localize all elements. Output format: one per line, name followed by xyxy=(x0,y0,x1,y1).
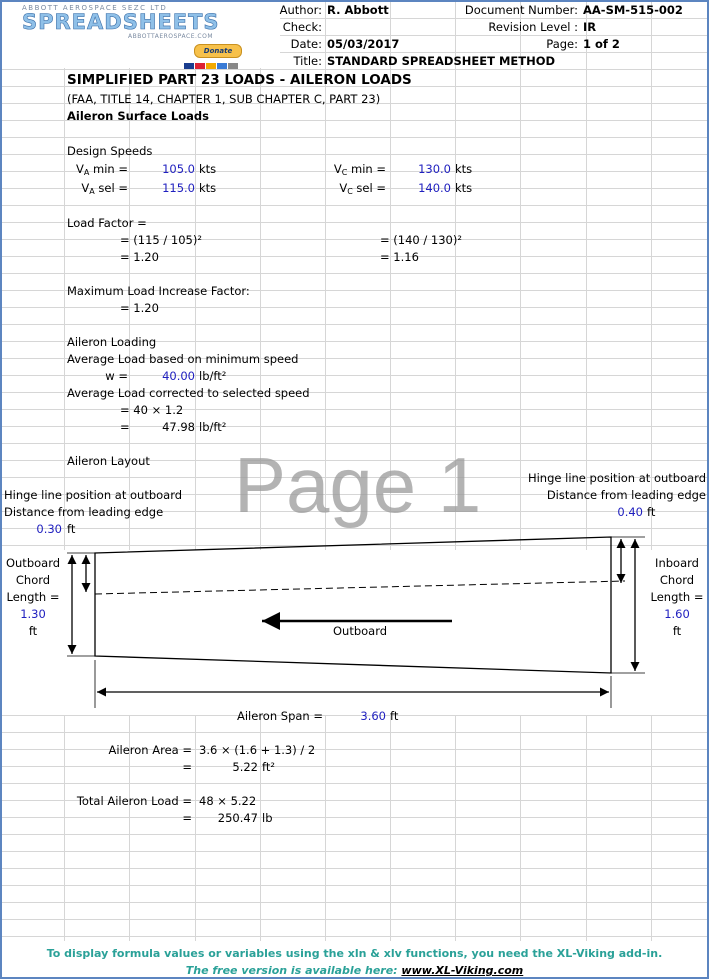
logo-wordmark: SPREADSHEETS xyxy=(22,10,220,34)
outboard-chord-value[interactable]: 1.30 xyxy=(20,607,46,621)
grid-line xyxy=(0,766,709,767)
corrected-load-unit: lb/ft² xyxy=(199,420,227,434)
average-load-min-label: Average Load based on minimum speed xyxy=(67,352,299,366)
grid-line xyxy=(0,783,709,784)
page-subtitle: (FAA, TITLE 14, CHAPTER 1, SUB CHAPTER C, PART 23) xyxy=(67,92,381,106)
aileron-area-expression: 3.6 × (1.6 + 1.3) / 2 xyxy=(199,743,316,757)
page-label: Page: xyxy=(546,37,578,51)
inboard-hinge-label-1: Hinge line position at outboard xyxy=(527,471,706,485)
grid-line xyxy=(0,817,709,818)
vc-sel-unit: kts xyxy=(455,181,473,195)
grid-line xyxy=(0,936,709,937)
grid-line xyxy=(0,69,709,70)
load-factor-left-expression: = (115 / 105)² xyxy=(120,233,202,247)
total-load-equals: = xyxy=(182,811,192,825)
corrected-load-expression: = 40 × 1.2 xyxy=(120,403,184,417)
va-sel-value[interactable]: 115.0 xyxy=(162,181,195,195)
w-value[interactable]: 40.00 xyxy=(162,369,195,383)
inboard-hinge-label-2: Distance from leading edge xyxy=(546,488,706,502)
title-label: Title: xyxy=(293,54,322,68)
inboard-chord-unit: ft xyxy=(672,624,682,638)
outboard-hinge-label-1: Hinge line position at outboard xyxy=(4,488,183,502)
vc-sel-value[interactable]: 140.0 xyxy=(418,181,451,195)
author-label: Author: xyxy=(279,3,322,17)
grid-line xyxy=(0,834,709,835)
outboard-direction-label: Outboard xyxy=(333,624,388,638)
aileron-span-unit: ft xyxy=(390,709,399,723)
inboard-hinge-unit: ft xyxy=(647,505,656,519)
total-load-label: Total Aileron Load = xyxy=(76,794,192,808)
corrected-load-equals: = xyxy=(120,420,130,434)
inboard-chord-label-1: Inboard xyxy=(655,556,699,570)
w-label: w = xyxy=(105,369,128,383)
load-factor-right-value: = 1.16 xyxy=(380,250,419,264)
page-title: SIMPLIFIED PART 23 LOADS - AILERON LOADS xyxy=(67,72,412,88)
inboard-hinge-value[interactable]: 0.40 xyxy=(617,505,643,519)
inboard-chord-value[interactable]: 1.60 xyxy=(664,607,690,621)
page-watermark: Page 1 xyxy=(234,441,482,529)
grid-line xyxy=(0,851,709,852)
load-increase-label: Maximum Load Increase Factor: xyxy=(67,284,250,298)
va-min-value[interactable]: 105.0 xyxy=(162,162,195,176)
outboard-chord-unit: ft xyxy=(28,624,38,638)
author-value: R. Abbott xyxy=(327,3,389,17)
design-speeds-label: Design Speeds xyxy=(67,144,153,158)
vc-min-unit: kts xyxy=(455,162,473,176)
aileron-span-label: Aileron Span = xyxy=(236,709,323,723)
section-title: Aileron Surface Loads xyxy=(67,109,209,123)
xl-viking-link[interactable]: www.XL-Viking.com xyxy=(401,964,524,977)
aileron-area-value: 5.22 xyxy=(232,760,258,774)
grid-line xyxy=(0,902,709,903)
aileron-area-unit: ft² xyxy=(262,760,275,774)
document-number-label: Document Number: xyxy=(464,3,578,17)
grid-line xyxy=(0,324,709,325)
grid-line xyxy=(0,273,709,274)
average-load-corrected-label: Average Load corrected to selected speed xyxy=(67,386,310,400)
aileron-area-equals: = xyxy=(182,760,192,774)
grid-line xyxy=(0,239,709,240)
corrected-load-value: 47.98 xyxy=(162,420,195,434)
aileron-span-value[interactable]: 3.60 xyxy=(360,709,386,723)
outboard-hinge-unit: ft xyxy=(67,522,76,536)
total-load-expression: 48 × 5.22 xyxy=(199,794,257,808)
load-factor-left-value: = 1.20 xyxy=(120,250,159,264)
inboard-chord-label-2: Chord xyxy=(659,573,695,587)
load-increase-value: = 1.20 xyxy=(120,301,159,315)
xl-viking-download: The free version is available here: www.XL-Viking.com xyxy=(185,964,524,977)
grid-line xyxy=(0,205,709,206)
logo-url: ABBOTTAEROSPACE.COM xyxy=(128,33,214,40)
w-unit: lb/ft² xyxy=(199,369,227,383)
load-factor-label: Load Factor = xyxy=(67,216,147,230)
va-sel-unit: kts xyxy=(199,181,217,195)
outboard-hinge-value[interactable]: 0.30 xyxy=(36,522,62,536)
grid-line xyxy=(0,885,709,886)
document-number-value: AA-SM-515-002 xyxy=(583,3,683,17)
total-load-value: 250.47 xyxy=(217,811,258,825)
vc-sel-label: $V_C$ sel = xyxy=(339,181,386,196)
revision-label: Revision Level : xyxy=(488,20,578,34)
vc-min-label: $V_C$ min = xyxy=(333,162,386,177)
revision-value: IR xyxy=(583,20,597,34)
grid-line xyxy=(0,256,709,257)
outboard-chord-label-2: Chord xyxy=(15,573,51,587)
xl-viking-notice: To display formula values or variables using the xln & xlv functions, you need the XL-Viking add-in. xyxy=(46,947,663,960)
donate-button[interactable]: Donate xyxy=(194,44,242,58)
va-min-label: $V_A$ min = xyxy=(76,162,128,177)
date-value: 05/03/2017 xyxy=(327,37,400,51)
va-sel-label: $V_A$ sel = xyxy=(81,181,128,196)
grid-line xyxy=(0,919,709,920)
aileron-layout-diagram xyxy=(0,520,709,720)
inboard-chord-label-3: Length = xyxy=(650,590,704,604)
check-label: Check: xyxy=(282,20,322,34)
grid-line xyxy=(0,868,709,869)
logo-company-name: ABBOTT AEROSPACE SEZC LTD xyxy=(22,4,168,12)
vc-min-value[interactable]: 130.0 xyxy=(418,162,451,176)
load-factor-right-expression: = (140 / 130)² xyxy=(380,233,462,247)
outboard-hinge-label-2: Distance from leading edge xyxy=(4,505,164,519)
outboard-chord-label-3: Length = xyxy=(6,590,60,604)
outboard-chord-label-1: Outboard xyxy=(5,556,61,570)
title-value: STANDARD SPREADSHEET METHOD xyxy=(327,54,556,68)
aileron-loading-label: Aileron Loading xyxy=(67,335,157,349)
va-min-unit: kts xyxy=(199,162,217,176)
grid-line xyxy=(0,426,709,427)
total-load-unit: lb xyxy=(262,811,273,825)
date-label: Date: xyxy=(290,37,322,51)
grid-line xyxy=(0,137,709,138)
grid-line xyxy=(0,409,709,410)
grid-line xyxy=(0,307,709,308)
aileron-layout-label: Aileron Layout xyxy=(67,454,150,468)
page-value: 1 of 2 xyxy=(583,37,620,51)
grid-line xyxy=(0,732,709,733)
aileron-area-label: Aileron Area = xyxy=(108,743,192,757)
